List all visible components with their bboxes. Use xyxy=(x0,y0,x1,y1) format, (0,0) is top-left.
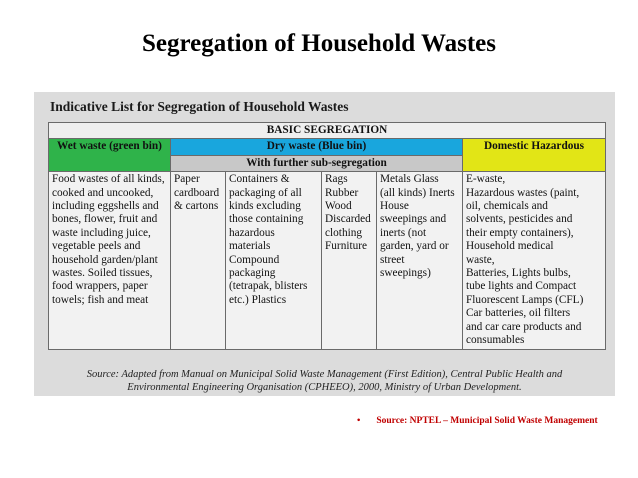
footnote xyxy=(357,416,598,426)
wet-waste-header: Wet waste (green bin) xyxy=(49,139,171,172)
wet-waste-cell: Food wastes of all kinds, cooked and uncooked, including eggshells and bones, flower, fruit and waste including juice, vegetable peels and household garden/plant wastes. Soiled tissues, food wrappers, paper towels; fish and meat xyxy=(49,172,171,349)
dry-waste-header: Dry waste (Blue bin) xyxy=(171,139,463,155)
rags-cell: Rags Rubber Wood Discarded clothing Furniture xyxy=(322,172,377,349)
table-heading: Indicative List for Segregation of Household Wastes xyxy=(50,99,349,114)
page-title: Segregation of Household Wastes xyxy=(142,30,496,57)
footnote-text: Source: NPTEL – Municipal Solid Waste Management xyxy=(376,416,598,426)
domestic-hazardous-header: Domestic Hazardous xyxy=(463,139,606,172)
segregation-table-image xyxy=(34,92,615,396)
paper-cell: Paper cardboard & cartons xyxy=(171,172,226,349)
hazardous-cell: E-waste, Hazardous wastes (paint, oil, chemicals and solvents, pesticides and their empty containers), Household medical waste, Batteries, Lights bulbs, tube lights and Compact Fluorescent Lamps (CFL) Car batteries, oil filters and car care products and consumables xyxy=(463,172,606,349)
metals-glass-cell: Metals Glass (all kinds) Inerts House sweepings and inerts (not garden, yard or street sweepings) xyxy=(377,172,463,349)
basic-segregation-header: BASIC SEGREGATION xyxy=(49,123,606,139)
table-source-note: Source: Adapted from Manual on Municipal Solid Waste Management (First Edition), Central Public Health and Environmental Engineering Organisation (CPHEEO), 2000, Ministry of Urban Development. xyxy=(86,369,563,393)
bullet-icon: • xyxy=(357,416,361,426)
segregation-table xyxy=(48,122,606,350)
sub-segregation-header: With further sub-segregation xyxy=(171,155,463,171)
containers-cell: Containers & packaging of all kinds excluding those containing hazardous materials Compound packaging (tetrapak, blisters etc.) Plastics xyxy=(226,172,322,349)
